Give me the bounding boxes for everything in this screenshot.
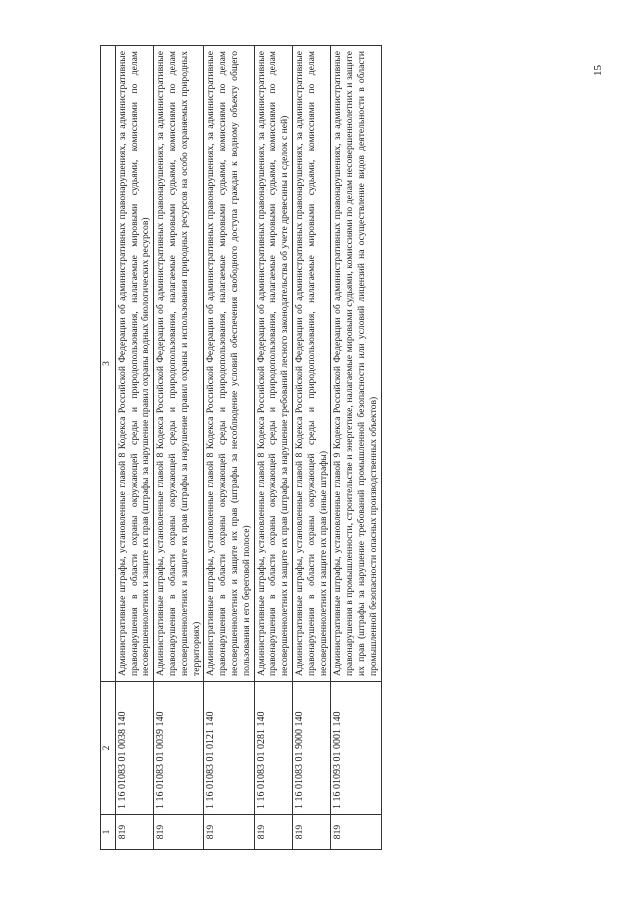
table-row xyxy=(154,46,204,850)
kbk-code-cell: 1 16 01083 01 0121 140 xyxy=(204,682,254,815)
admin-code-cell: 819 xyxy=(292,815,330,850)
admin-code-cell: 819 xyxy=(331,815,381,850)
kbk-code-cell: 1 16 01083 01 0281 140 xyxy=(254,682,292,815)
table-row xyxy=(204,46,254,850)
budget-codes-table xyxy=(100,45,382,850)
admin-code-cell: 819 xyxy=(204,815,254,850)
table-row xyxy=(331,46,381,850)
header-col-1: 1 xyxy=(101,815,116,850)
header-col-2: 2 xyxy=(101,682,116,815)
kbk-code-cell: 1 16 01083 01 9000 140 xyxy=(292,682,330,815)
table-row xyxy=(254,46,292,850)
kbk-code-cell: 1 16 01093 01 0001 140 xyxy=(331,682,381,815)
description-cell: Административные штрафы, установленные главой 8 Кодекса Российской Федерации об административных правонарушениях, за административные правонарушения в области охраны окружающей среды и природопользования, налагаемые мировыми судьями, комиссиями по делам несовершеннолетних и защите их прав (штрафы за нарушение требований лесного законодательства об учете древесины и сделок с ней) xyxy=(254,46,292,682)
rotated-table-wrapper xyxy=(100,45,530,850)
table-row xyxy=(292,46,330,850)
header-col-3: 3 xyxy=(101,46,116,682)
admin-code-cell: 819 xyxy=(115,815,153,850)
admin-code-cell: 819 xyxy=(154,815,204,850)
admin-code-cell: 819 xyxy=(254,815,292,850)
kbk-code-cell: 1 16 01083 01 0039 140 xyxy=(154,682,204,815)
description-cell: Административные штрафы, установленные главой 8 Кодекса Российской Федерации об административных правонарушениях, за административные правонарушения в области охраны окружающей среды и природопользования, налагаемые мировыми судьями, комиссиями по делам несовершеннолетних и защите их прав (штрафы за несоблюдение условий обеспечения свободного доступа граждан к водному объекту общего пользования и его береговой полосе) xyxy=(204,46,254,682)
description-cell: Административные штрафы, установленные главой 9 Кодекса Российской Федерации об административных правонарушениях, за административные правонарушения в промышленности, строительстве и энергетике, налагаемые мировыми судьями, комиссиями по делам несовершеннолетних и защите их прав (штрафы за нарушение требований промышленной безопасности или условий лицензий на осуществление видов деятельности в области промышленной безопасности опасных производственных объектов) xyxy=(331,46,381,682)
kbk-code-cell: 1 16 01083 01 0038 140 xyxy=(115,682,153,815)
table-header-row xyxy=(101,46,116,850)
description-cell: Административные штрафы, установленные главой 8 Кодекса Российской Федерации об административных правонарушениях, за административные правонарушения в области охраны окружающей среды и природопользования, налагаемые мировыми судьями, комиссиями по делам несовершеннолетних и защите их прав (штрафы за нарушение правил охраны водных биологических ресурсов) xyxy=(115,46,153,682)
description-cell: Административные штрафы, установленные главой 8 Кодекса Российской Федерации об административных правонарушениях, за административные правонарушения в области охраны окружающей среды и природопользования, налагаемые мировыми судьями, комиссиями по делам несовершеннолетних и защите их прав (штрафы за нарушение правил охраны и использования природных ресурсов на особо охраняемых природных территориях) xyxy=(154,46,204,682)
table-row xyxy=(115,46,153,850)
description-cell: Административные штрафы, установленные главой 8 Кодекса Российской Федерации об административных правонарушениях, за административные правонарушения в области охраны окружающей среды и природопользования, налагаемые мировыми судьями, комиссиями по делам несовершеннолетних и защите их прав (иные штрафы) xyxy=(292,46,330,682)
page-number: 15 xyxy=(592,65,604,76)
